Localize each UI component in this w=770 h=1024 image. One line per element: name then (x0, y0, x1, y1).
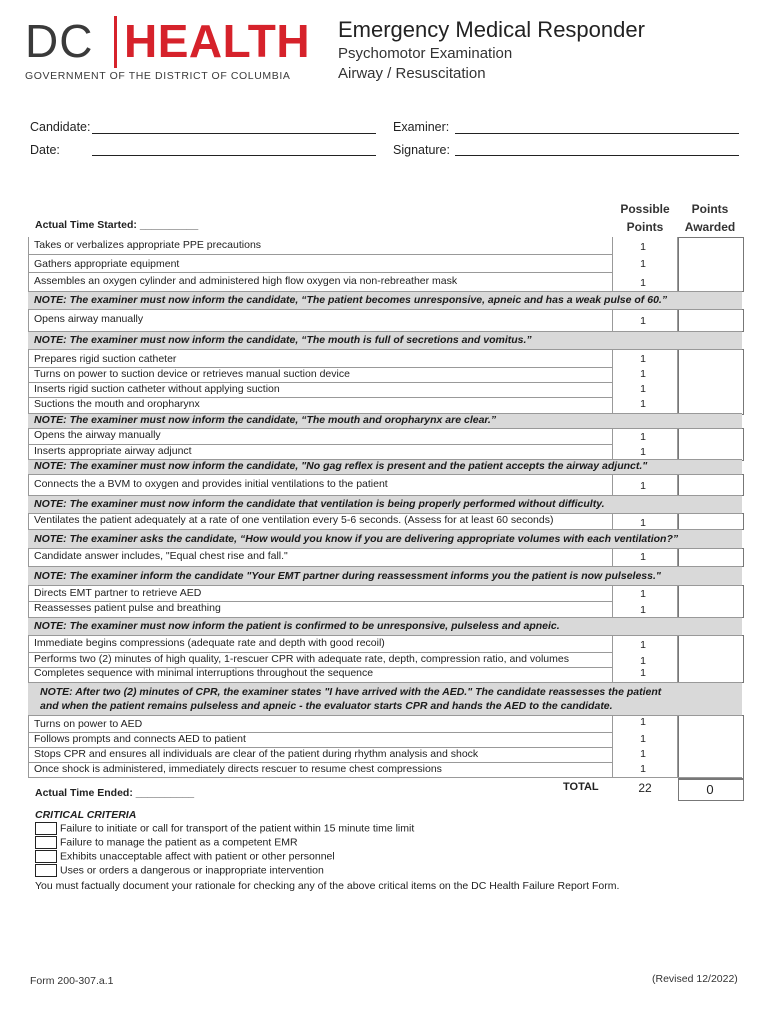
row-text: Stops CPR and ensures all individuals are clear of the patient during rhythm analysis and shock (34, 748, 479, 760)
row-points: 1 (640, 716, 646, 728)
row-text: Once shock is administered, immediately directs rescuer to resume chest compressions (34, 763, 442, 775)
table-row (28, 429, 742, 444)
candidate-label: Candidate: (30, 120, 91, 134)
critical-item-text: Uses or orders a dangerous or inappropriate intervention (60, 864, 324, 877)
examiner-note (28, 617, 742, 636)
note-text: NOTE: The examiner must now inform the candidate, “The mouth is full of secretions and vomitus.” (34, 334, 532, 346)
revised-date: (Revised 12/2022) (652, 973, 738, 985)
critical-rationale: You must factually document your rationale for checking any of the above critical items on the DC Health Failure Report Form. (35, 880, 620, 892)
table-bottom-border (28, 777, 742, 778)
row-text: Opens airway manually (34, 313, 144, 325)
row-divider (28, 272, 612, 273)
row-points: 1 (640, 604, 646, 616)
table-row (28, 398, 742, 413)
note-text: NOTE: The examiner must now inform the candidate, “The patient becomes unresponsive, apneic and has a weak pulse of 60.” (34, 294, 668, 306)
examiner-note (28, 459, 742, 475)
row-points: 1 (640, 639, 646, 651)
row-points: 1 (640, 733, 646, 745)
awarded-header-line1: Points (691, 202, 729, 216)
note-text: NOTE: The examiner must now inform the candidate, "No gag reflex is present and the patient accepts the airway adjunct." (34, 460, 648, 472)
row-points: 1 (640, 368, 646, 380)
note-text: NOTE: The examiner must now inform the candidate that ventilation is being properly performed without difficulty. (34, 498, 605, 510)
row-points: 1 (640, 315, 646, 327)
table-row (28, 514, 742, 529)
row-text: Reassesses patient pulse and breathing (34, 602, 221, 614)
row-points: 1 (640, 667, 646, 679)
table-row (28, 550, 742, 566)
row-points: 1 (640, 383, 646, 395)
table-row (28, 368, 742, 383)
row-text: Connects the a BVM to oxygen and provides initial ventilations to the patient (34, 478, 388, 490)
table-row (28, 478, 742, 494)
row-text: Immediate begins compressions (adequate rate and depth with good recoil) (34, 637, 385, 649)
row-divider (28, 254, 612, 255)
row-text: Ventilates the patient adequately at a rate of one ventilation every 5-6 seconds. (Assess for at least 60 seconds) (34, 514, 554, 526)
row-text: Turns on power to AED (34, 718, 143, 730)
examiner-label: Examiner: (393, 120, 450, 134)
row-text: Follows prompts and connects AED to patient (34, 733, 246, 745)
note-text: and when the patient remains pulseless and apneic - the evaluator starts CPR and hands the AED to the candidate. (40, 700, 613, 712)
examiner-note (28, 413, 742, 429)
logo-government-text: GOVERNMENT OF THE DISTRICT OF COLUMBIA (25, 70, 291, 82)
table-row (28, 718, 742, 733)
row-points: 1 (640, 398, 646, 410)
critical-criteria-title: CRITICAL CRITERIA (35, 809, 137, 821)
table-row (28, 445, 742, 460)
candidate-field[interactable] (92, 133, 376, 134)
row-points: 1 (640, 517, 646, 529)
possible-header-line1: Possible (620, 202, 670, 216)
note-text: NOTE: The examiner inform the candidate "Your EMT partner during reassessment informs you the patient is now pulseless." (34, 570, 661, 582)
row-text: Prepares rigid suction catheter (34, 353, 177, 365)
examiner-note (28, 291, 742, 310)
signature-label: Signature: (393, 143, 450, 157)
table-row (28, 763, 742, 778)
logo-divider (114, 16, 117, 68)
critical-checkbox[interactable] (35, 822, 57, 835)
date-field[interactable] (92, 155, 376, 156)
critical-item (35, 850, 335, 863)
table-row (28, 637, 742, 652)
row-points: 1 (640, 446, 646, 458)
date-label: Date: (30, 143, 60, 157)
row-points: 1 (640, 551, 646, 563)
row-text: Assembles an oxygen cylinder and administered high flow oxygen via non-rebreather mask (34, 275, 458, 287)
signature-field[interactable] (455, 155, 739, 156)
table-row (28, 748, 742, 763)
row-points: 1 (640, 277, 646, 289)
total-awarded: 0 (706, 782, 714, 797)
row-points: 1 (640, 588, 646, 600)
critical-item-text: Failure to manage the patient as a competent EMR (60, 836, 298, 849)
critical-checkbox[interactable] (35, 836, 57, 849)
total-possible: 22 (638, 781, 652, 795)
note-text: NOTE: The examiner asks the candidate, “How would you know if you are delivering appropriate volumes with each ventilation?” (34, 533, 679, 545)
page-subtitle: Psychomotor Examination (338, 45, 513, 62)
table-row (28, 587, 742, 602)
row-text: Completes sequence with minimal interruptions throughout the sequence (34, 667, 374, 679)
table-row (28, 383, 742, 398)
row-points: 1 (640, 655, 646, 667)
page-subtitle-section: Airway / Resuscitation (338, 65, 486, 82)
row-text: Turns on power to suction device or retrieves manual suction device (34, 368, 350, 380)
logo-health-text: HEALTH (124, 15, 311, 67)
total-label: TOTAL (563, 781, 599, 793)
examiner-field[interactable] (455, 133, 739, 134)
critical-item-text: Failure to initiate or call for transport of the patient within 15 minute time limit (60, 822, 415, 835)
critical-checkbox[interactable] (35, 850, 57, 863)
row-points: 1 (640, 748, 646, 760)
table-row (28, 275, 742, 291)
row-points: 1 (640, 241, 646, 253)
row-text: Performs two (2) minutes of high quality, 1-rescuer CPR with adequate rate, depth, compression ratio, and volumes (34, 653, 569, 665)
critical-item (35, 822, 414, 835)
row-text: Gathers appropriate equipment (34, 258, 180, 270)
table-row (28, 602, 742, 617)
row-points: 1 (640, 353, 646, 365)
table-row (28, 313, 742, 329)
row-text: Candidate answer includes, "Equal chest rise and fall." (34, 550, 288, 562)
possible-header-line2: Points (626, 220, 664, 234)
note-text: NOTE: The examiner must now inform the patient is confirmed to be unresponsive, pulseless and apneic. (34, 620, 560, 632)
logo-dc-text: DC (25, 15, 94, 67)
examiner-note (28, 529, 742, 549)
table-row (28, 239, 742, 255)
row-points: 1 (640, 431, 646, 443)
critical-item (35, 836, 298, 849)
note-text: NOTE: The examiner must now inform the candidate, “The mouth and oropharynx are clear.” (34, 414, 497, 426)
examiner-note (28, 331, 742, 350)
critical-item (35, 864, 324, 877)
table-row (28, 653, 742, 668)
row-points: 1 (640, 258, 646, 270)
row-text: Inserts rigid suction catheter without applying suction (34, 383, 280, 395)
examiner-note (28, 682, 742, 716)
row-text: Inserts appropriate airway adjunct (34, 445, 192, 457)
examiner-note (28, 566, 742, 586)
examiner-note (28, 495, 742, 514)
row-text: Takes or verbalizes appropriate PPE precautions (34, 239, 262, 251)
awarded-header-line2: Awarded (684, 220, 736, 234)
critical-item-text: Exhibits unacceptable affect with patient or other personnel (60, 850, 335, 863)
row-text: Directs EMT partner to retrieve AED (34, 587, 202, 599)
row-text: Suctions the mouth and oropharynx (34, 398, 200, 410)
time-ended: Actual Time Ended: __________ (35, 787, 195, 799)
table-row (28, 353, 742, 368)
row-points: 1 (640, 763, 646, 775)
note-text: NOTE: After two (2) minutes of CPR, the examiner states "I have arrived with the AED." The candidate reassesses the patient (40, 686, 662, 698)
row-text: Opens the airway manually (34, 429, 161, 441)
row-points: 1 (640, 480, 646, 492)
critical-checkbox[interactable] (35, 864, 57, 877)
time-started: Actual Time Started: __________ (35, 219, 199, 231)
page-title: Emergency Medical Responder (338, 17, 645, 42)
table-row (28, 733, 742, 748)
table-row (28, 667, 742, 682)
form-number: Form 200-307.a.1 (30, 975, 114, 987)
